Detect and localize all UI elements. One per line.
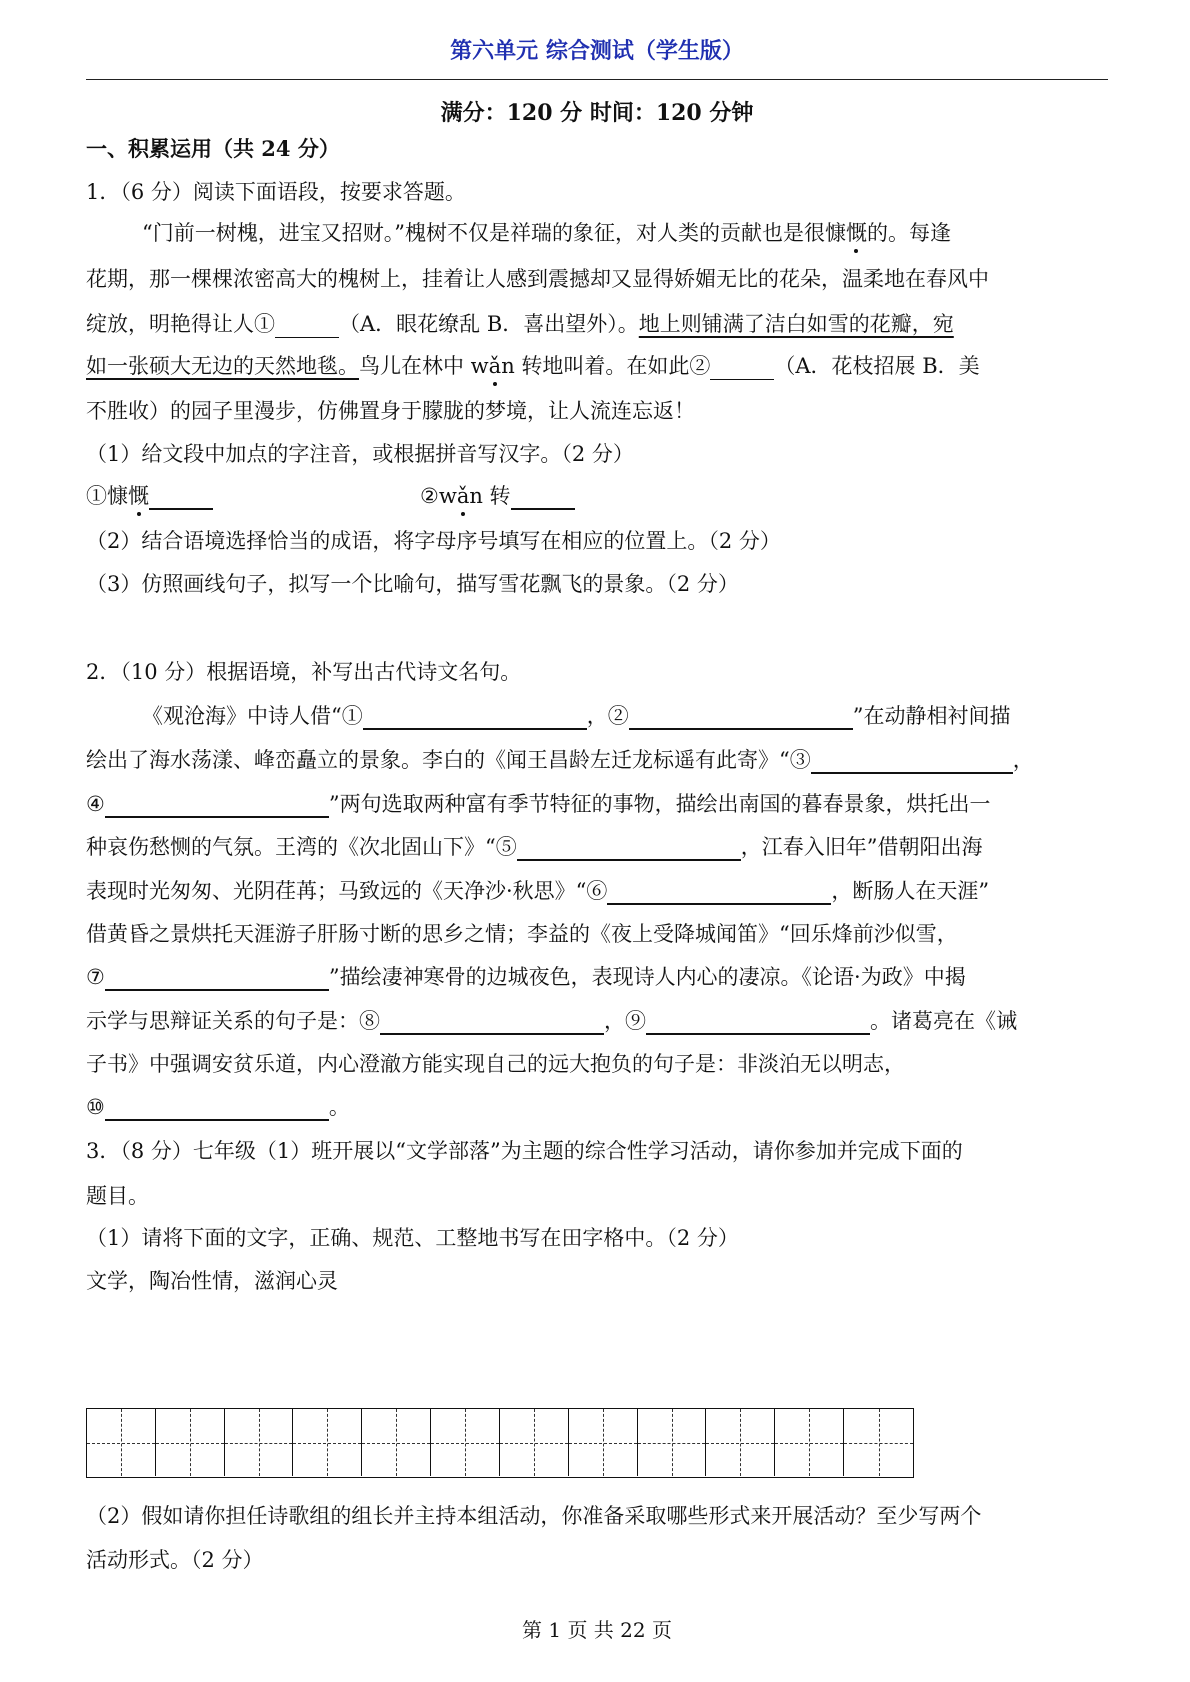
q3-subquestion-2-line-2: 活动形式。（2 分） bbox=[86, 1548, 264, 1572]
poem-blank-7[interactable] bbox=[105, 967, 329, 991]
grid-cell[interactable] bbox=[156, 1409, 225, 1476]
q2-line-10: ⑩ 。 bbox=[86, 1095, 350, 1119]
q2-line-8: 示学与思辩证关系的句子是：⑧ ，⑨ 。诸葛亮在《诫 bbox=[86, 1009, 1017, 1033]
grid-cell[interactable] bbox=[431, 1409, 500, 1476]
grid-cell[interactable] bbox=[362, 1409, 431, 1476]
q1-intro: 1．（6 分）阅读下面语段，按要求答题。 bbox=[86, 180, 466, 204]
grid-cell[interactable] bbox=[844, 1409, 913, 1476]
q1-subquestion-1: （1）给文段中加点的字注音，或根据拼音写汉字。（2 分） bbox=[86, 442, 634, 466]
poem-blank-10[interactable] bbox=[105, 1097, 329, 1121]
q1-paragraph-line-1: “门前一树槐，进宝又招财。”槐树不仅是祥瑞的象征，对人类的贡献也是很慷慨的。每逢 bbox=[142, 221, 951, 245]
q1-subquestion-3: （3）仿照画线句子，拟写一个比喻句，描写雪花飘飞的景象。（2 分） bbox=[86, 572, 739, 596]
blank-1[interactable] bbox=[275, 315, 339, 338]
q2-intro: 2．（10 分）根据语境，补写出古代诗文名句。 bbox=[86, 660, 522, 684]
grid-cell[interactable] bbox=[638, 1409, 707, 1476]
q1-answer-line-b: ②wǎn 转 bbox=[420, 480, 575, 510]
poem-blank-5[interactable] bbox=[517, 837, 741, 861]
poem-blank-9[interactable] bbox=[646, 1011, 870, 1035]
poem-blank-4[interactable] bbox=[105, 794, 329, 818]
poem-blank-1[interactable] bbox=[363, 706, 587, 730]
q2-line-4: 种哀伤愁恻的气氛。王湾的《次北固山下》“⑤ ，江春入旧年”借朝阳出海 bbox=[86, 835, 983, 859]
blank-2[interactable] bbox=[710, 357, 774, 380]
header-divider bbox=[86, 79, 1108, 80]
q1-paragraph-line-5: 不胜收）的园子里漫步，仿佛置身于朦胧的梦境，让人流连忘返！ bbox=[86, 399, 695, 423]
q3-subquestion-1: （1）请将下面的文字，正确、规范、工整地书写在田字格中。（2 分） bbox=[86, 1226, 739, 1250]
answer-blank-a[interactable] bbox=[149, 486, 213, 510]
underlined-sentence: 地上则铺满了洁白如雪的花瓣，宛 bbox=[638, 312, 954, 336]
dotted-char: 慨 bbox=[845, 221, 867, 245]
q1-paragraph-line-2: 花期，那一棵棵浓密高大的槐树上，挂着让人感到震撼却又显得娇媚无比的花朵，温柔地在春风中 bbox=[86, 267, 989, 291]
q1-paragraph-line-4: 如一张硕大无边的天然地毯。鸟儿在林中 wǎn 转地叫着。在如此② （A．花枝招展 B．美 bbox=[86, 354, 980, 378]
q1-subquestion-2: （2）结合语境选择恰当的成语，将字母序号填写在相应的位置上。（2 分） bbox=[86, 529, 781, 553]
page-header-title: 第六单元 综合测试（学生版） bbox=[450, 39, 744, 64]
q3-intro-line-2: 题目。 bbox=[86, 1184, 149, 1208]
q2-line-1: 《观沧海》中诗人借“① ，② ”在动静相衬间描 bbox=[142, 704, 1011, 728]
poem-blank-6[interactable] bbox=[607, 881, 831, 905]
grid-cell[interactable] bbox=[293, 1409, 362, 1476]
q1-paragraph-line-3: 绽放，明艳得让人① （A．眼花缭乱 B．喜出望外）。地上则铺满了洁白如雪的花瓣，宛 bbox=[86, 312, 954, 336]
q2-line-7: ⑦ ”描绘凄神寒骨的边城夜色，表现诗人内心的凄凉。《论语·为政》中揭 bbox=[86, 965, 966, 989]
q2-line-2: 绘出了海水荡漾、峰峦矗立的景象。李白的《闻王昌龄左迁龙标遥有此寄》“③ ， bbox=[86, 748, 1034, 772]
q2-line-3: ④ ”两句选取两种富有季节特征的事物，描绘出南国的暮春景象，烘托出一 bbox=[86, 792, 991, 816]
q3-subquestion-2-line-1: （2）假如请你担任诗歌组的组长并主持本组活动，你准备采取哪些形式来开展活动？至少写两个 bbox=[86, 1504, 982, 1528]
q3-intro-line-1: 3．（8 分）七年级（1）班开展以“文学部落”为主题的综合性学习活动，请你参加并完成下面的 bbox=[86, 1139, 963, 1163]
q1-answer-line: ①慷慨 bbox=[86, 480, 213, 510]
tianzige-grid[interactable] bbox=[86, 1408, 914, 1478]
poem-blank-3[interactable] bbox=[811, 750, 1013, 774]
grid-cell[interactable] bbox=[775, 1409, 844, 1476]
q2-line-6: 借黄昏之景烘托天涯游子肝肠寸断的思乡之情；李益的《夜上受降城闻笛》“回乐烽前沙似雪， bbox=[86, 922, 958, 946]
q2-line-9: 子书》中强调安贫乐道，内心澄澈方能实现自己的远大抱负的句子是：非淡泊无以明志， bbox=[86, 1052, 905, 1076]
grid-cell[interactable] bbox=[87, 1409, 156, 1476]
dotted-char: ǎ bbox=[488, 354, 502, 378]
underlined-sentence: 如一张硕大无边的天然地毯。 bbox=[86, 354, 359, 378]
grid-cell[interactable] bbox=[225, 1409, 294, 1476]
answer-blank-b[interactable] bbox=[511, 486, 575, 510]
grid-cell[interactable] bbox=[706, 1409, 775, 1476]
q2-line-5: 表现时光匆匆、光阴荏苒；马致远的《天净沙·秋思》“⑥ ，断肠人在天涯” bbox=[86, 879, 990, 903]
page-number: 第 1 页 共 22 页 bbox=[522, 1618, 672, 1642]
score-time-line: 满分：120 分 时间：120 分钟 bbox=[440, 100, 754, 126]
poem-blank-2[interactable] bbox=[629, 706, 853, 730]
section-heading: 一、积累运用（共 24 分） bbox=[86, 136, 340, 161]
grid-cell[interactable] bbox=[569, 1409, 638, 1476]
poem-blank-8[interactable] bbox=[380, 1011, 604, 1035]
q3-copy-text: 文学，陶冶性情，滋润心灵 bbox=[86, 1269, 338, 1293]
grid-cell[interactable] bbox=[500, 1409, 569, 1476]
